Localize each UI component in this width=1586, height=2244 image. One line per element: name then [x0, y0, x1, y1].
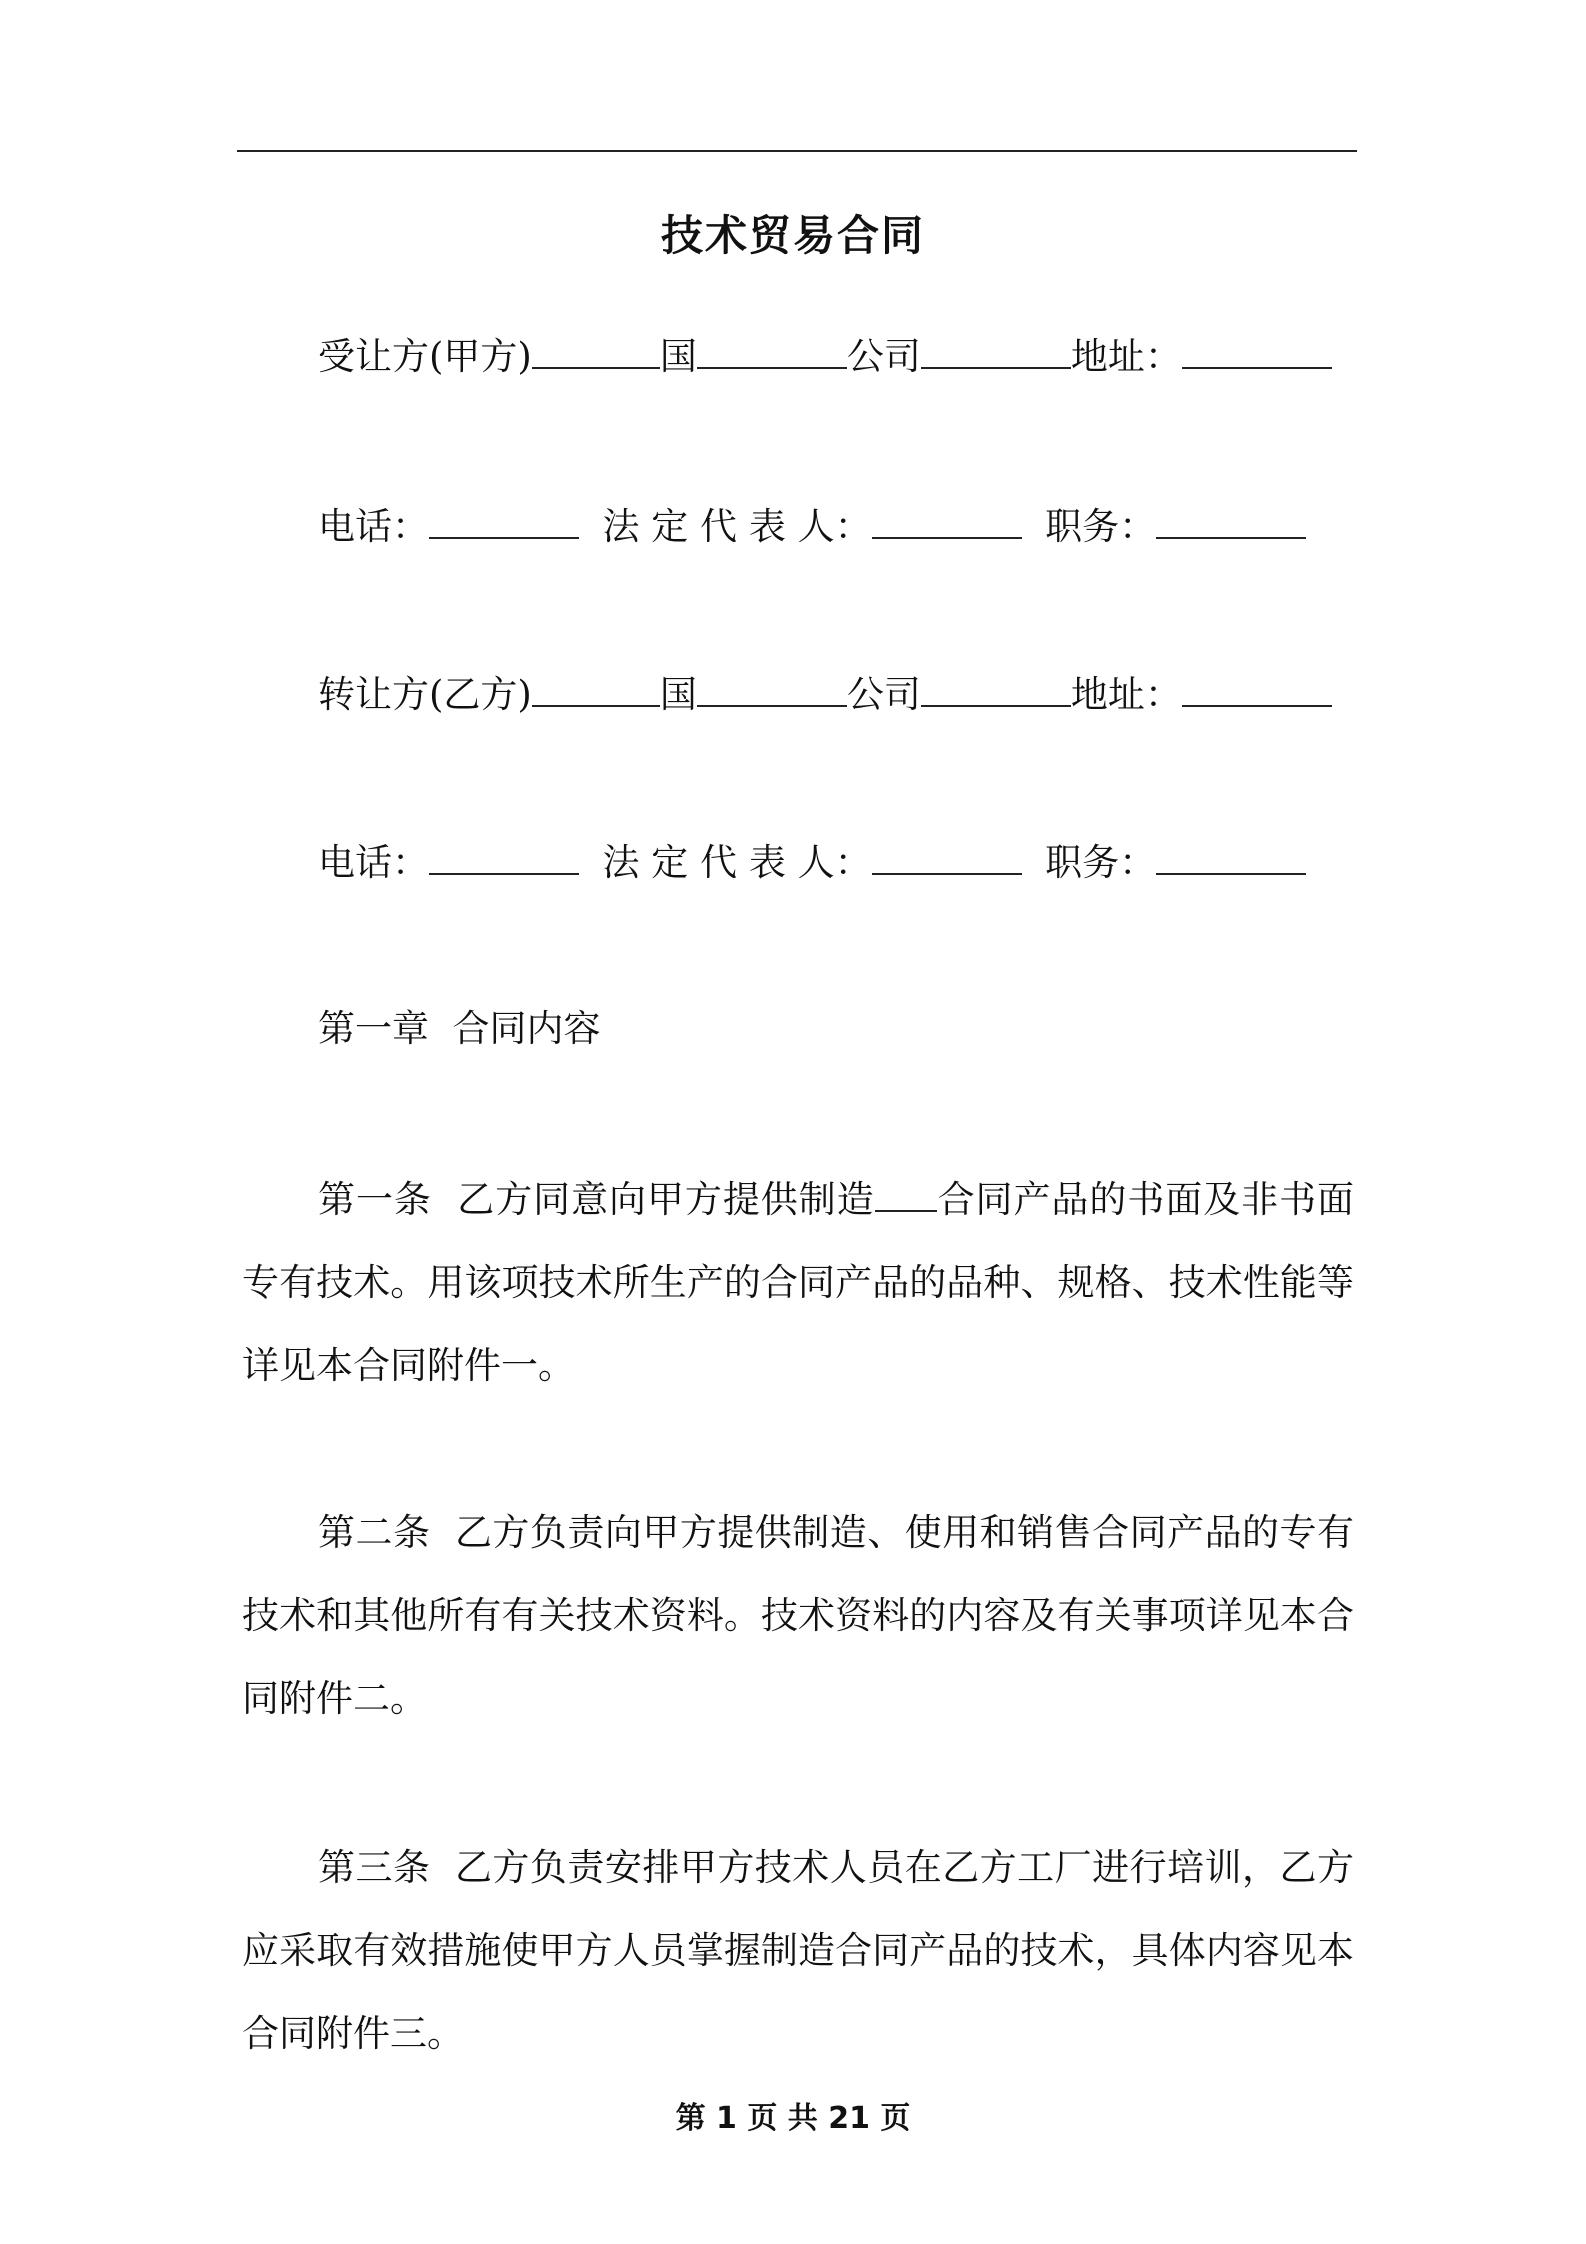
article-3: [242, 1826, 1354, 2075]
party-a-line: [318, 327, 1332, 387]
party-b-position-field[interactable]: [1156, 841, 1306, 875]
article-1-text-after: 合同产品的书面及非书面专有技术。用该项技术所生产的合同产品的品种、规格、技术性能等详见本合同附件一。: [242, 1178, 1355, 1387]
party-a-rep-label: 法 定 代 表 人：: [602, 505, 872, 548]
party-b-position-label: 职务：: [1045, 841, 1157, 884]
party-b-country-suffix: 国: [659, 673, 697, 716]
party-a-contact-line: [318, 497, 1306, 557]
party-b-phone-field[interactable]: [429, 841, 579, 875]
article-1: [242, 1158, 1354, 1407]
party-a-company-type-field[interactable]: [921, 335, 1071, 369]
party-a-address-field[interactable]: [1182, 335, 1332, 369]
party-b-company-suffix: 公司: [846, 673, 921, 716]
article-1-product-field[interactable]: [875, 1178, 937, 1212]
article-3-number: 第三条: [318, 1846, 431, 1889]
document-title: 技术贸易合同: [660, 211, 925, 260]
party-a-address-label: 地址：: [1070, 335, 1182, 378]
party-b-rep-label: 法 定 代 表 人：: [602, 841, 872, 884]
party-a-label: 受让方(甲方): [318, 335, 532, 378]
header-rule: [237, 150, 1357, 152]
article-2-text: 乙方负责向甲方提供制造、使用和销售合同产品的专有技术和其他所有有关技术资料。技术资料的内容及有关事项详见本合同附件二。: [242, 1511, 1355, 1720]
article-2-number: 第二条: [318, 1511, 431, 1554]
party-b-company-field[interactable]: [697, 673, 847, 707]
article-3-text: 乙方负责安排甲方技术人员在乙方工厂进行培训，乙方应采取有效措施使甲方人员掌握制造合同产品的技术，具体内容见本合同附件三。: [242, 1846, 1355, 2055]
party-a-rep-field[interactable]: [872, 505, 1022, 539]
party-b-rep-field[interactable]: [872, 841, 1022, 875]
party-b-company-type-field[interactable]: [921, 673, 1071, 707]
article-1-number: 第一条: [318, 1178, 432, 1221]
party-b-contact-line: [318, 833, 1306, 893]
chapter-heading: 第一章 合同内容: [318, 1007, 601, 1050]
article-1-text-before: 乙方同意向甲方提供制造: [457, 1178, 875, 1221]
party-b-line: [318, 665, 1332, 725]
party-a-phone-label: 电话：: [318, 505, 429, 548]
page-number: 第 1 页 共 21 页: [675, 2101, 911, 2136]
party-a-position-field[interactable]: [1156, 505, 1306, 539]
party-a-country-field[interactable]: [532, 335, 660, 369]
party-a-country-suffix: 国: [659, 335, 697, 378]
party-a-position-label: 职务：: [1045, 505, 1157, 548]
article-2: [242, 1491, 1354, 1740]
party-b-address-label: 地址：: [1070, 673, 1182, 716]
party-b-address-field[interactable]: [1182, 673, 1332, 707]
party-a-company-field[interactable]: [697, 335, 847, 369]
party-a-phone-field[interactable]: [429, 505, 579, 539]
party-b-phone-label: 电话：: [318, 841, 429, 884]
party-b-label: 转让方(乙方): [318, 673, 532, 716]
party-a-company-suffix: 公司: [846, 335, 921, 378]
party-b-country-field[interactable]: [532, 673, 660, 707]
